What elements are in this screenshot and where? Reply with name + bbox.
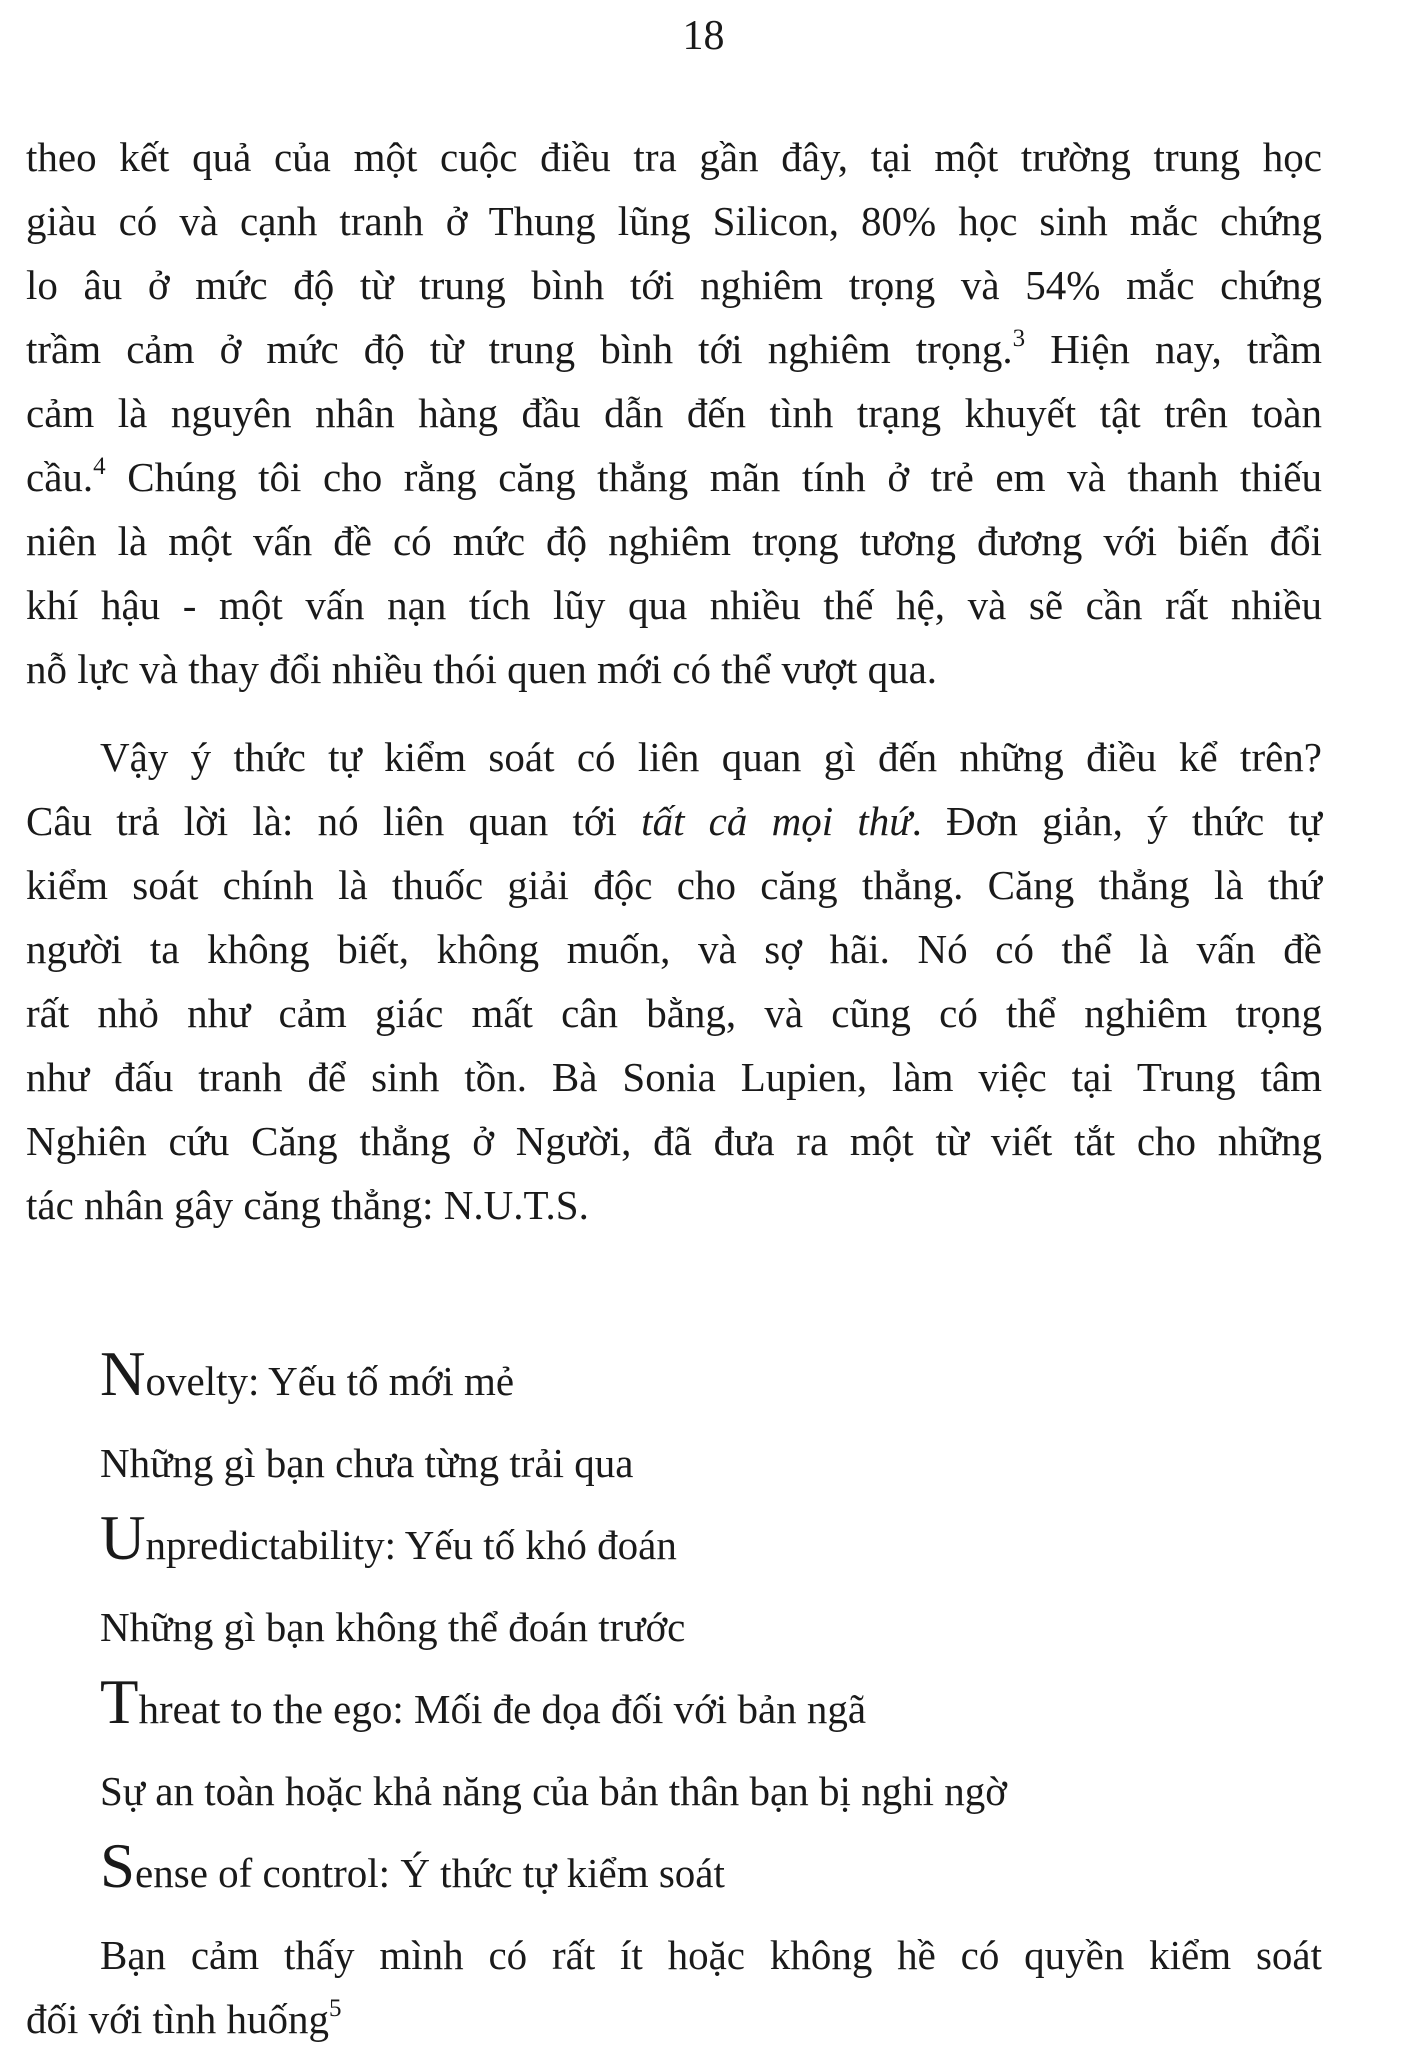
text-line [26, 509, 1322, 573]
line-text: giàu có và cạnh tranh ở Thung lũng Silicon, 80% học sinh mắc chứng [26, 198, 1322, 244]
line-text: niên là một vấn đề có mức độ nghiêm trọng tương đương với biến đổi [26, 518, 1322, 564]
line-text: theo kết quả của một cuộc điều tra gần đây, tại một trường trung học [26, 134, 1322, 180]
text-line [26, 445, 1322, 509]
nuts-desc-threat [100, 1759, 1322, 1823]
footnote-ref-5: 5 [329, 1995, 342, 2022]
line-text: nỗ lực và thay đổi nhiều thói quen mới có thể vượt qua. [26, 646, 938, 692]
text-line [26, 917, 1322, 981]
text-line [26, 1173, 1322, 1237]
drop-cap-s: S [100, 1831, 136, 1901]
line-text: cầu. [26, 454, 94, 500]
text-line [26, 1109, 1322, 1173]
item-text: ovelty: Yếu tố mới mẻ [145, 1358, 515, 1404]
footnote-ref-4: 4 [93, 453, 106, 480]
nuts-item-threat [100, 1667, 1322, 1741]
line-text: Chúng tôi cho rằng căng thẳng mãn tính ở trẻ em và thanh thiếu [105, 454, 1322, 500]
line-text: Bạn cảm thấy mình có rất ít hoặc không hề có quyền kiểm soát [100, 1932, 1322, 1978]
item-text: hreat to the ego: Mối đe dọa đối với bản ngã [138, 1686, 867, 1732]
item-text: Những gì bạn chưa từng trải qua [100, 1440, 634, 1486]
line-text: khí hậu - một vấn nạn tích lũy qua nhiều thế hệ, và sẽ cần rất nhiều [26, 582, 1322, 628]
nuts-item-novelty [100, 1339, 1322, 1413]
line-text: như đấu tranh để sinh tồn. Bà Sonia Lupien, làm việc tại Trung tâm [26, 1054, 1322, 1100]
nuts-desc-unpredictability [100, 1595, 1322, 1659]
text-line [26, 189, 1322, 253]
italic-text: tất cả mọi thứ [641, 798, 912, 844]
text-line [26, 1045, 1322, 1109]
line-text: trầm cảm ở mức độ từ trung bình tới nghiêm trọng. [26, 326, 1013, 372]
nuts-item-sense-of-control [100, 1831, 1322, 1905]
drop-cap-n: N [100, 1339, 146, 1409]
line-text: rất nhỏ như cảm giác mất cân bằng, và cũng có thể nghiêm trọng [26, 990, 1322, 1036]
text-line [26, 789, 1322, 853]
line-text: Hiện nay, trầm [1025, 326, 1322, 372]
item-text: ense of control: Ý thức tự kiểm soát [135, 1850, 725, 1896]
paragraph-3 [26, 1923, 1322, 2051]
item-text: Sự an toàn hoặc khả năng của bản thân bạn bị nghi ngờ [100, 1768, 1007, 1814]
line-text: đối với tình huống [26, 1996, 329, 2042]
nuts-desc-novelty [100, 1431, 1322, 1495]
line-text: Câu trả lời là: nó liên quan tới [26, 798, 642, 844]
footnote-ref-3: 3 [1012, 325, 1026, 352]
paragraph-1 [26, 0, 1322, 701]
page-number: 18 [682, 13, 725, 59]
line-text: người ta không biết, không muốn, và sợ hãi. Nó có thể là vấn đề [26, 926, 1322, 972]
text-line [26, 1923, 1322, 1987]
nuts-acronym-list [26, 1339, 1322, 1905]
text-line [26, 573, 1322, 637]
drop-cap-u: U [100, 1503, 146, 1573]
text-line [26, 637, 1322, 701]
text-line [26, 125, 1322, 189]
text-line [26, 725, 1322, 789]
line-text: lo âu ở mức độ từ trung bình tới nghiêm trọng và 54% mắc chứng [26, 262, 1322, 308]
line-text: . Đơn giản, ý thức tự [911, 798, 1322, 844]
text-line [26, 853, 1322, 917]
line-text: Nghiên cứu Căng thẳng ở Người, đã đưa ra một từ viết tắt cho những [26, 1118, 1322, 1164]
line-text: cảm là nguyên nhân hàng đầu dẫn đến tình trạng khuyết tật trên toàn [26, 390, 1322, 436]
text-line [26, 317, 1322, 381]
text-line [26, 1987, 1322, 2051]
text-line [26, 253, 1322, 317]
text-line [26, 381, 1322, 445]
item-text: npredictability: Yếu tố khó đoán [145, 1522, 677, 1568]
line-text: kiểm soát chính là thuốc giải độc cho căng thẳng. Căng thẳng là thứ [26, 862, 1322, 908]
text-line [26, 981, 1322, 1045]
paragraph-2 [26, 725, 1322, 1237]
item-text: Những gì bạn không thể đoán trước [100, 1604, 686, 1650]
line-text: tác nhân gây căng thẳng: N.U.T.S. [26, 1182, 589, 1228]
drop-cap-t: T [100, 1667, 139, 1737]
line-text: Vậy ý thức tự kiểm soát có liên quan gì đến những điều kể trên? [100, 734, 1322, 780]
nuts-item-unpredictability [100, 1503, 1322, 1577]
